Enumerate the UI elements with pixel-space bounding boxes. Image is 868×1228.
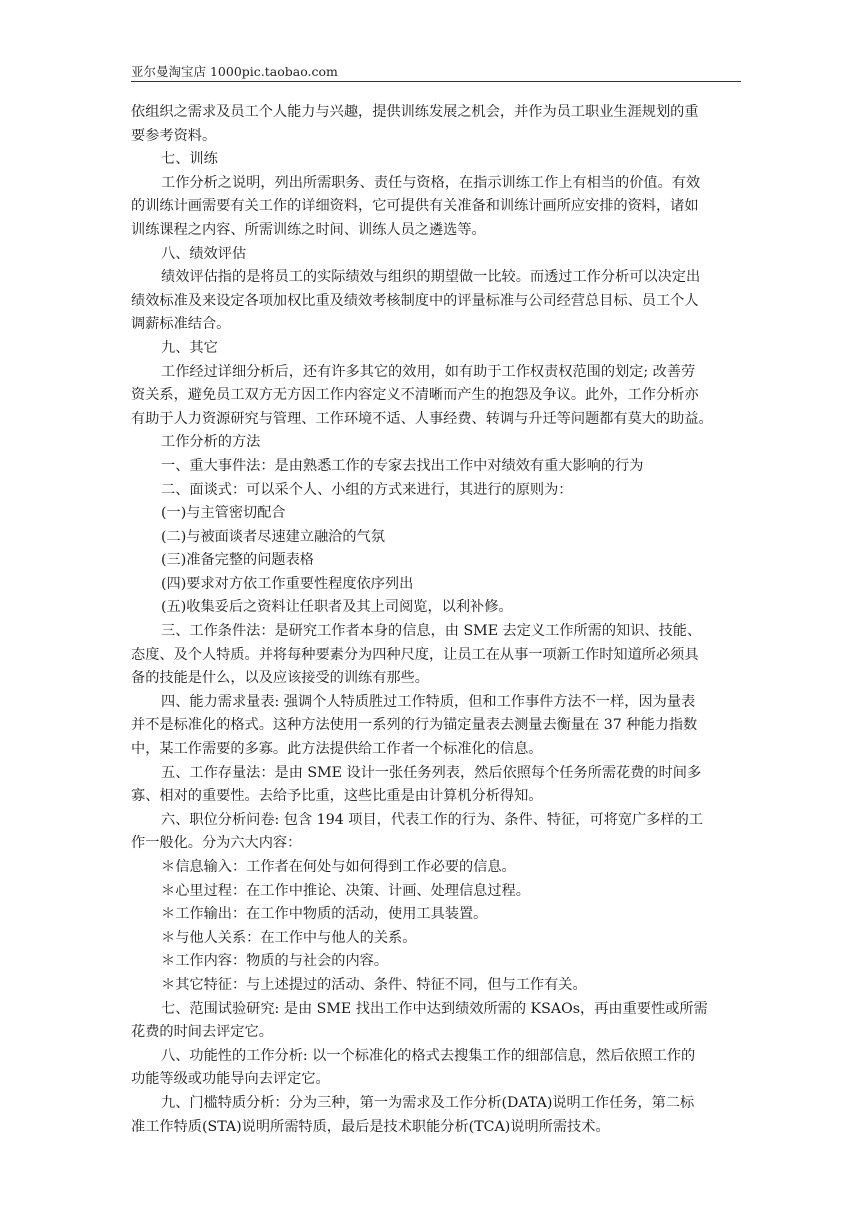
text-line: 依组织之需求及员工个人能力与兴趣，提供训练发展之机会，并作为员工职业生涯规划的重 xyxy=(131,104,699,120)
text-line: 八、绩效评估 xyxy=(161,245,247,262)
text-line: 态度、及个人特质。并将每种要素分为四种尺度，让员工在从事一项新工作时知道所必须具 xyxy=(131,646,699,663)
text-line: 资关系，避免员工双方无方因工作内容定义不清晰而产生的抱怨及争议。此外，工作分析亦 xyxy=(131,387,699,404)
text-line: ＊工作输出：在工作中物质的活动，使用工具装置。 xyxy=(161,906,488,923)
text-line: 作一般化。分为六大内容： xyxy=(131,835,302,852)
text-line: 并不是标准化的格式。这种方法使用一系列的行为锚定量表去测量去衡量在 37 种能力指数 xyxy=(131,717,698,734)
text-line: 寡、相对的重要性。去给予比重，这些比重是由计算机分析得知。 xyxy=(131,788,543,805)
text-line: 花费的时间去评定它。 xyxy=(131,1024,273,1041)
text-line: 九、门槛特质分析：分为三种，第一为需求及工作分析(DATA)说明工作任务，第二标 xyxy=(161,1094,695,1111)
text-line: 调薪标准结合。 xyxy=(131,316,231,333)
text-line: 七、训练 xyxy=(161,151,218,168)
text-line: 绩效标准及来设定各项加权比重及绩效考核制度中的评量标准与公司经营总目标、员工个人 xyxy=(131,292,699,309)
text-line: ＊与他人关系：在工作中与他人的关系。 xyxy=(161,929,417,946)
text-line: 中，某工作需要的多寡。此方法提供给工作者一个标准化的信息。 xyxy=(131,741,543,758)
text-line: (三)准备完整的问题表格 xyxy=(161,552,314,569)
text-line: 训练课程之内容、所需训练之时间、训练人员之遴选等。 xyxy=(131,221,486,238)
text-line: (四)要求对方依工作重要性程度依序列出 xyxy=(161,575,414,592)
text-line: 九、其它 xyxy=(161,339,218,356)
text-line: 备的技能是什么，以及应该接受的训练有那些。 xyxy=(131,670,429,687)
text-line: 三、工作条件法：是研究工作者本身的信息，由 SME 去定义工作所需的知识、技能、 xyxy=(161,623,702,640)
text-line: 绩效评估指的是将员工的实际绩效与组织的期望做一比较。而透过工作分析可以决定出 xyxy=(161,269,701,286)
text-line: 有助于人力资源研究与管理、工作环境不适、人事经费、转调与升迁等问题都有莫大的助益。 xyxy=(131,410,713,427)
text-line: 工作分析之说明，列出所需职务、责任与资格，在指示训练工作上有相当的价值。有效 xyxy=(161,174,701,191)
page-header: 亚尔曼淘宝店 1000pic.taobao.com xyxy=(131,64,338,79)
text-line: 五、工作存量法：是由 SME 设计一张任务列表，然后依照每个任务所需花费的时间多 xyxy=(161,764,702,781)
text-line: 六、职位分析问卷: 包含 194 项目，代表工作的行为、条件、特征，可将宽广多样的工 xyxy=(161,811,703,828)
text-line: ＊心里过程：在工作中推论、决策、计画、处理信息过程。 xyxy=(161,882,530,899)
text-line: 二、面谈式：可以采个人、小组的方式来进行，其进行的原则为： xyxy=(161,481,573,498)
text-line: 八、功能性的工作分析: 以一个标准化的格式去搜集工作的细部信息，然后依照工作的 xyxy=(161,1047,696,1064)
text-line: ＊信息输入：工作者在何处与如何得到工作必要的信息。 xyxy=(161,859,516,875)
text-line: 工作经过详细分析后，还有许多其它的效用，如有助于工作权责权范围的划定; 改善劳 xyxy=(161,363,696,380)
text-line: 准工作特质(STA)说明所需特质，最后是技术职能分析(TCA)说明所需技术。 xyxy=(131,1118,610,1135)
document-body xyxy=(131,101,741,1139)
text-line: 的训练计画需要有关工作的详细资料，它可提供有关准备和训练计画所应安排的资料，诸如 xyxy=(131,198,699,215)
text-line: (一)与主管密切配合 xyxy=(161,505,286,522)
text-line: ＊其它特征：与上述提过的活动、条件、特征不同，但与工作有关。 xyxy=(161,976,587,993)
text-line: (二)与被面谈者尽速建立融洽的气氛 xyxy=(161,528,385,545)
text-line: 要参考资料。 xyxy=(131,127,217,144)
text-line: 功能等级或功能导向去评定它。 xyxy=(131,1071,330,1088)
text-line: 工作分析的方法 xyxy=(161,434,261,451)
text-line: 四、能力需求量表: 强调个人特质胜过工作特质，但和工作事件方法不一样，因为量表 xyxy=(161,693,696,710)
text-line: 七、范围试验研究: 是由 SME 找出工作中达到绩效所需的 KSAOs，再由重要性或所需 xyxy=(161,1000,708,1017)
text-line: ＊工作内容：物质的与社会的内容。 xyxy=(161,953,389,970)
text-line: (五)收集妥后之资料让任职者及其上司阅览，以利补修。 xyxy=(161,599,513,616)
header-divider xyxy=(131,81,741,82)
text-line: 一、重大事件法：是由熟悉工作的专家去找出工作中对绩效有重大影响的行为 xyxy=(161,457,644,474)
